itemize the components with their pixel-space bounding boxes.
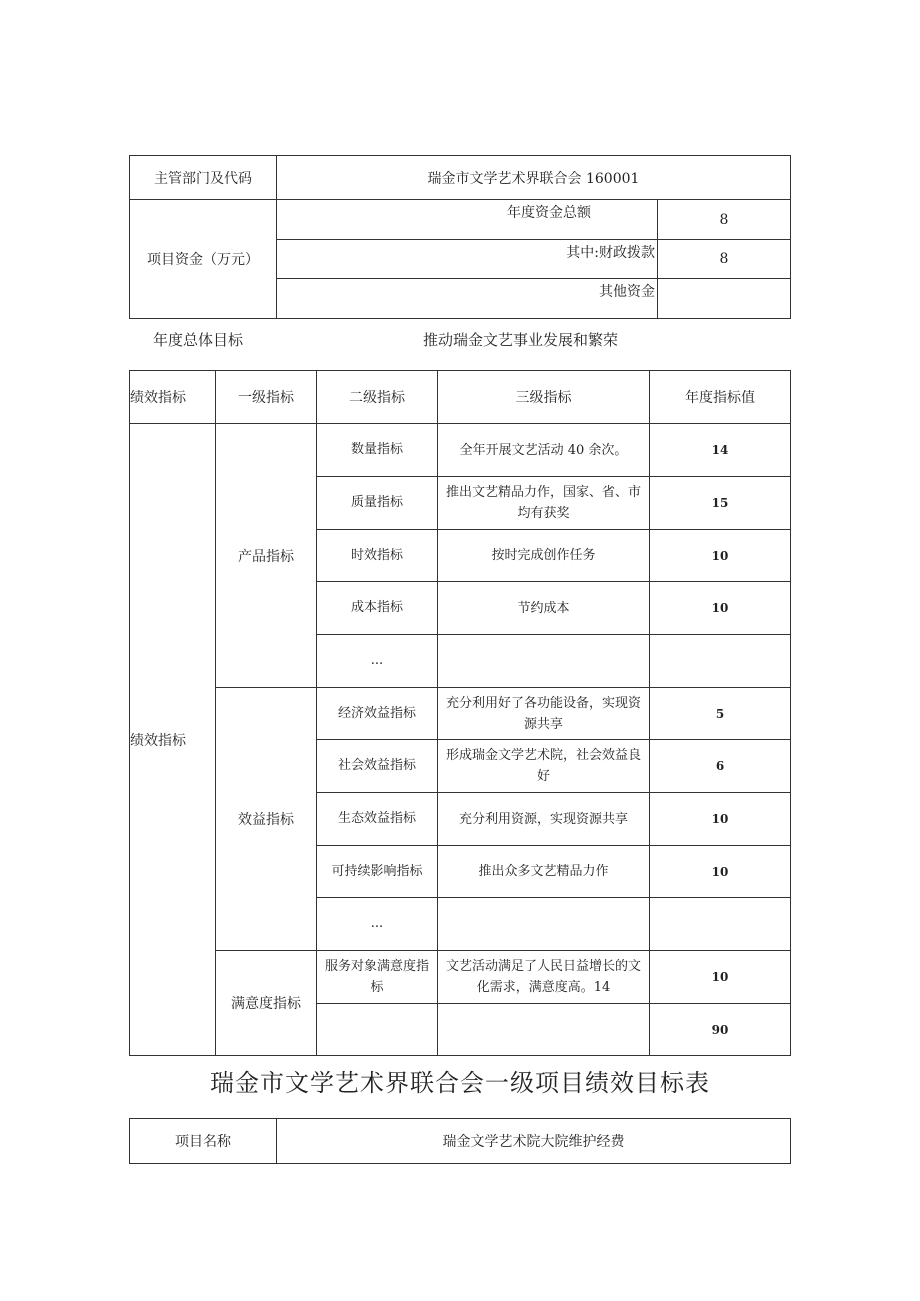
group-satisfaction: 满意度指标 (216, 951, 317, 1056)
level2-cell: 可持续影响指标 (317, 846, 438, 898)
level3-cell: 全年开展文艺活动 40 余次。 (438, 424, 650, 477)
level3-cell (438, 1004, 650, 1056)
value-cell (650, 898, 791, 951)
value-cell: 10 (650, 582, 791, 635)
value-cell (650, 635, 791, 688)
level2-cell: 社会效益指标 (317, 740, 438, 793)
value-cell: 5 (650, 688, 791, 740)
value-cell: 10 (650, 530, 791, 582)
annual-goal-text: 推动瑞金文艺事业发展和繁荣 (423, 331, 619, 349)
fund-fiscal-value: 8 (658, 240, 791, 279)
level3-cell (438, 898, 650, 951)
header-cell: 年度指标值 (650, 371, 791, 424)
value-cell: 10 (650, 846, 791, 898)
document-title: 瑞金市文学艺术界联合会一级项目绩效目标表 (210, 1069, 710, 1097)
level3-cell: 推出文艺精品力作，国家、省、市均有获奖 (438, 477, 650, 530)
table-row (130, 424, 791, 477)
header-row (130, 371, 791, 424)
level2-cell: ... (317, 635, 438, 688)
level2-cell: 时效指标 (317, 530, 438, 582)
level2-cell: ... (317, 898, 438, 951)
level3-cell: 形成瑞金文学艺术院，社会效益良好 (438, 740, 650, 793)
level3-cell (438, 635, 650, 688)
value-cell: 10 (650, 793, 791, 846)
group-benefit: 效益指标 (216, 688, 317, 951)
header-cell: 一级指标 (216, 371, 317, 424)
table-row (130, 688, 791, 740)
level2-cell (317, 1004, 438, 1056)
dept-label: 主管部门及代码 (130, 156, 277, 200)
header-cell: 二级指标 (317, 371, 438, 424)
total-value-cell: 90 (650, 1004, 791, 1056)
value-cell: 14 (650, 424, 791, 477)
project-table (129, 1118, 791, 1164)
level2-cell: 经济效益指标 (317, 688, 438, 740)
side-label: 绩效指标 (130, 424, 216, 1056)
level2-cell: 质量指标 (317, 477, 438, 530)
table-row (130, 951, 791, 1004)
fund-other-label: 其他资金 (277, 279, 658, 319)
value-cell: 10 (650, 951, 791, 1004)
dept-value: 瑞金市文学艺术界联合会 160001 (277, 156, 791, 200)
level3-cell: 充分利用资源，实现资源共享 (438, 793, 650, 846)
level2-cell: 生态效益指标 (317, 793, 438, 846)
header-cell: 三级指标 (438, 371, 650, 424)
level3-cell: 文艺活动满足了人民日益增长的文化需求，满意度高。14 (438, 951, 650, 1004)
fund-fiscal-label: 其中:财政拨款 (277, 240, 658, 279)
level3-cell: 节约成本 (438, 582, 650, 635)
level2-cell: 数量指标 (317, 424, 438, 477)
level3-cell: 推出众多文艺精品力作 (438, 846, 650, 898)
value-cell: 15 (650, 477, 791, 530)
annual-goal-label: 年度总体目标 (153, 331, 244, 349)
header-cell: 绩效指标 (130, 371, 216, 424)
project-name-label: 项目名称 (130, 1119, 277, 1164)
project-name-value: 瑞金文学艺术院大院维护经费 (277, 1119, 791, 1164)
level3-cell: 充分利用好了各功能设备，实现资源共享 (438, 688, 650, 740)
group-product: 产品指标 (216, 424, 317, 688)
fund-total-label: 年度资金总额 (277, 200, 658, 240)
value-cell: 6 (650, 740, 791, 793)
fund-total-value: 8 (658, 200, 791, 240)
level2-cell: 成本指标 (317, 582, 438, 635)
funding-table (129, 155, 791, 319)
fund-other-value (658, 279, 791, 319)
annual-goal (129, 320, 790, 358)
indicator-table (129, 370, 791, 1056)
level3-cell: 按时完成创作任务 (438, 530, 650, 582)
fund-label: 项目资金（万元） (130, 200, 277, 319)
level2-cell: 服务对象满意度指标 (317, 951, 438, 1004)
